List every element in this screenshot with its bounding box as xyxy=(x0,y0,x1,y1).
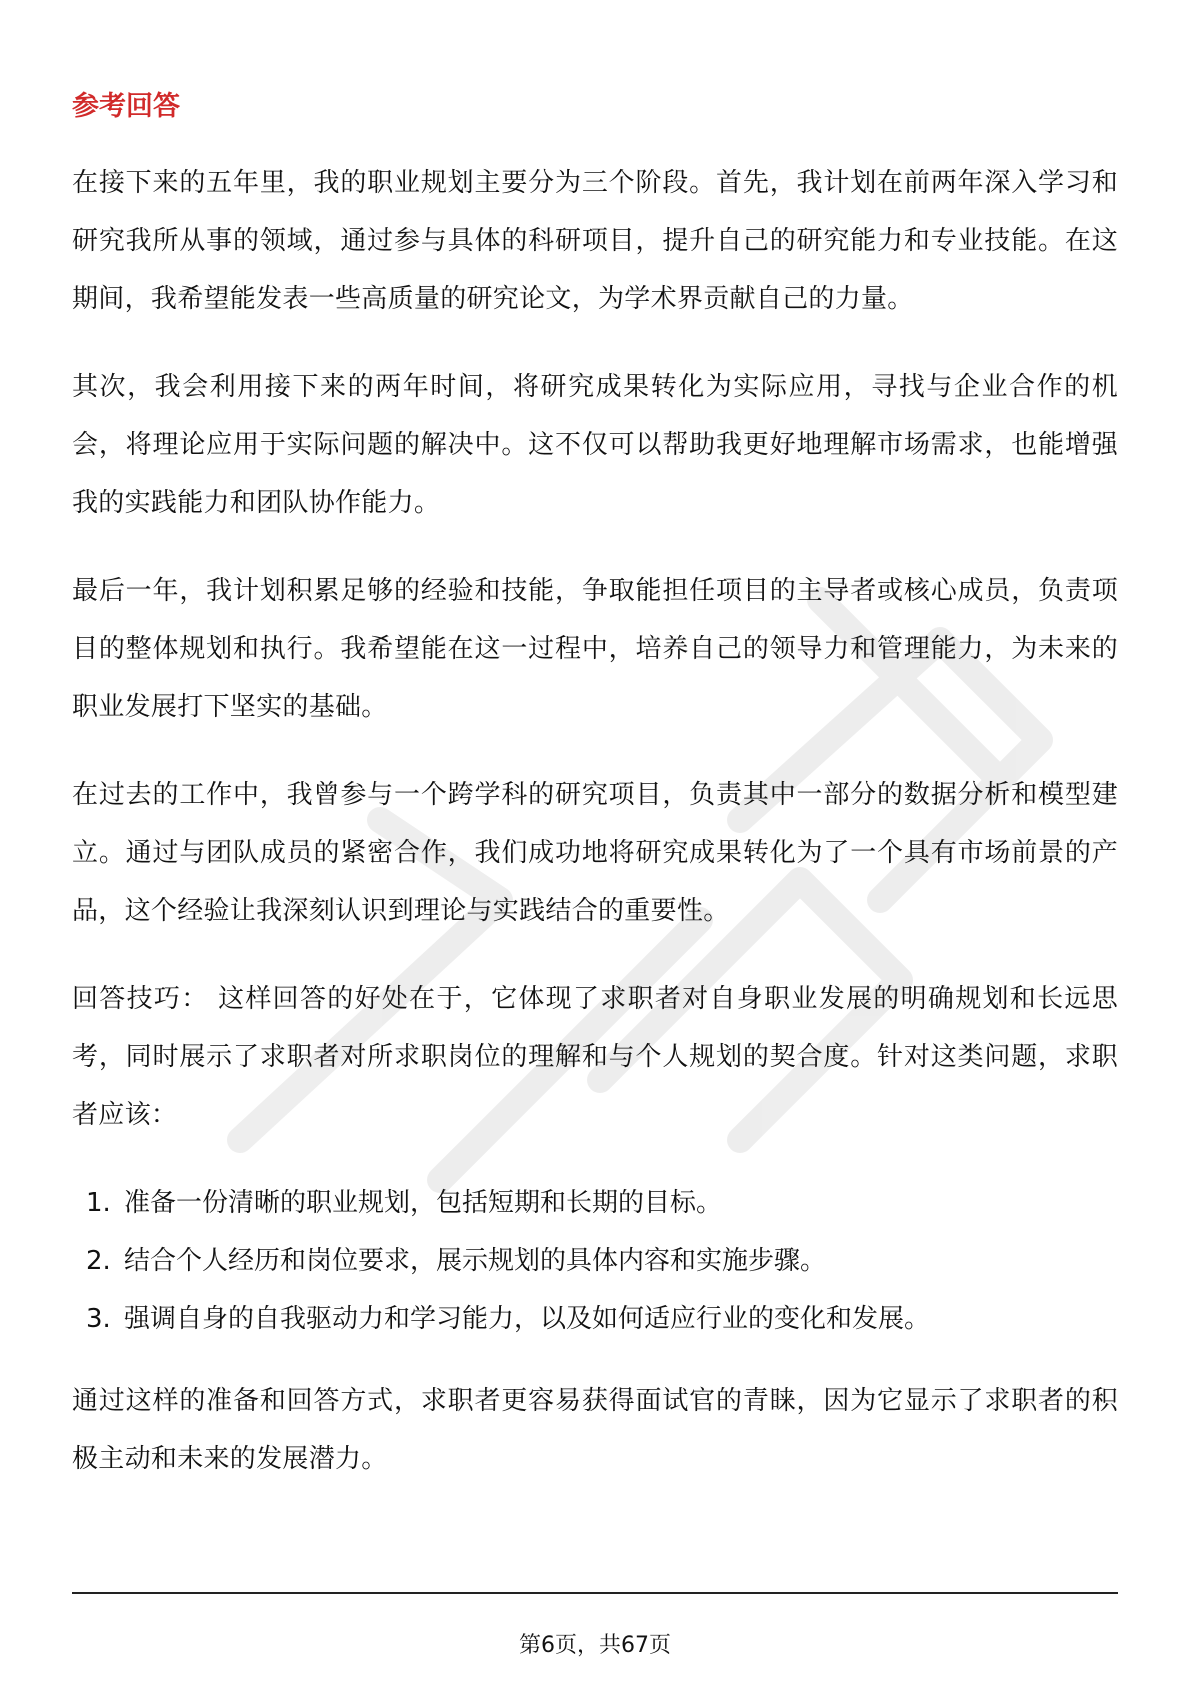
paragraph-tips: 回答技巧： 这样回答的好处在于，它体现了求职者对自身职业发展的明确规划和长远思考，同时展示了求职者对所求职岗位的理解和与个人规划的契合度。针对这类问题，求职者应该： xyxy=(72,984,1118,1130)
footer-divider xyxy=(72,1592,1118,1594)
list-text: 准备一份清晰的职业规划，包括短期和长期的目标。 xyxy=(124,1188,723,1218)
paragraph-4: 在过去的工作中，我曾参与一个跨学科的研究项目，负责其中一部分的数据分析和模型建立。通过与团队成员的紧密合作，我们成功地将研究成果转化为了一个具有市场前景的产品，这个经验让我深刻认识到理论与实践结合的重要性。 xyxy=(72,780,1118,926)
list-text: 强调自身的自我驱动力和学习能力，以及如何适应行业的变化和发展。 xyxy=(124,1304,931,1334)
tips-list xyxy=(72,1174,1118,1348)
list-number: 3. xyxy=(86,1304,111,1334)
page-number: 第6页，共67页 xyxy=(519,1633,671,1658)
list-item xyxy=(72,1290,1118,1348)
section-title: 参考回答 xyxy=(72,91,180,122)
list-number: 1. xyxy=(86,1188,111,1218)
list-text: 结合个人经历和岗位要求，展示规划的具体内容和实施步骤。 xyxy=(124,1246,827,1276)
list-item xyxy=(72,1232,1118,1290)
list-number: 2. xyxy=(86,1246,111,1276)
paragraph-2: 其次，我会利用接下来的两年时间，将研究成果转化为实际应用，寻找与企业合作的机会，将理论应用于实际问题的解决中。这不仅可以帮助我更好地理解市场需求，也能增强我的实践能力和团队协作能力。 xyxy=(72,372,1118,518)
paragraph-3: 最后一年，我计划积累足够的经验和技能，争取能担任项目的主导者或核心成员，负责项目的整体规划和执行。我希望能在这一过程中，培养自己的领导力和管理能力，为未来的职业发展打下坚实的基础。 xyxy=(72,576,1118,722)
list-item xyxy=(72,1174,1118,1232)
closing-paragraph: 通过这样的准备和回答方式，求职者更容易获得面试官的青睐，因为它显示了求职者的积极主动和未来的发展潜力。 xyxy=(72,1386,1118,1474)
main-content xyxy=(72,82,1118,1518)
paragraph-1: 在接下来的五年里，我的职业规划主要分为三个阶段。首先，我计划在前两年深入学习和研究我所从事的领域，通过参与具体的科研项目，提升自己的研究能力和专业技能。在这期间，我希望能发表一些高质量的研究论文，为学术界贡献自己的力量。 xyxy=(72,168,1118,314)
